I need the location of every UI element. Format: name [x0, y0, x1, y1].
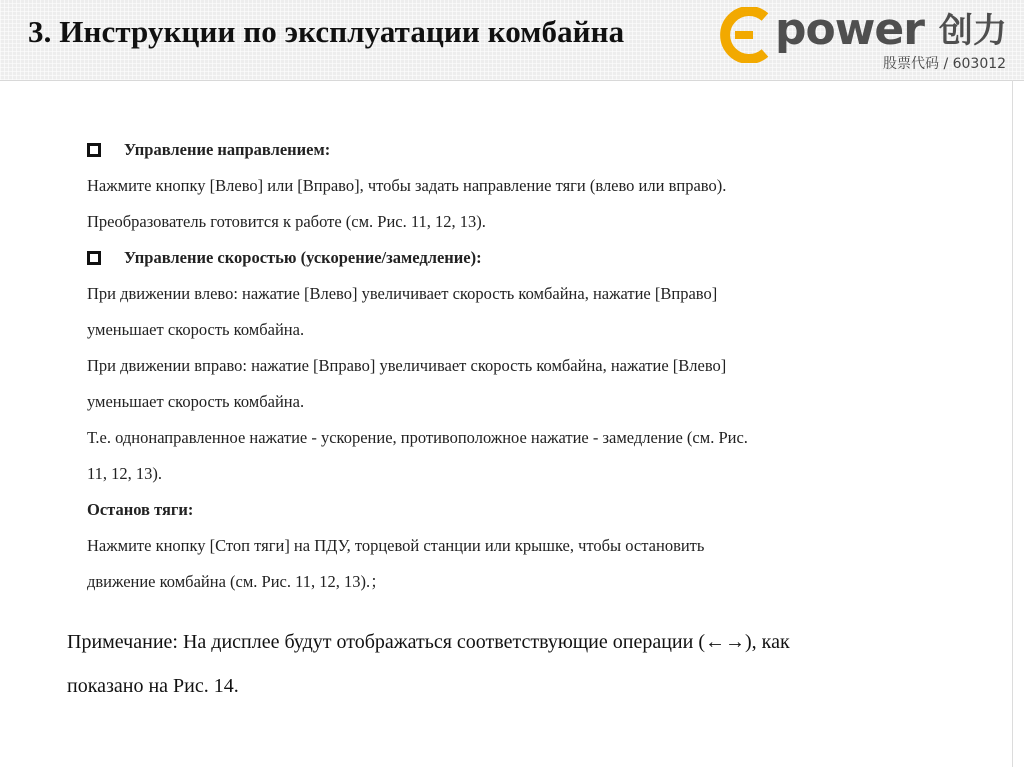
heading-text: Управление скоростью (ускорение/замедление):	[124, 248, 482, 267]
page-title: 3. Инструкции по эксплуатации комбайна	[28, 14, 625, 49]
text-line: Нажмите кнопку [Влево] или [Вправо], чтобы задать направление тяги (влево или вправо).	[87, 176, 727, 195]
text-line: Т.е. однонаправленное нажатие - ускорение, противоположное нажатие - замедление (см. Рис.	[87, 428, 748, 447]
section-heading-speed	[87, 240, 907, 276]
note-block	[67, 620, 947, 708]
checkbox-bullet-icon	[87, 143, 101, 157]
text-line: При движении вправо: нажатие [Вправо] увеличивает скорость комбайна, нажатие [Влево]	[87, 356, 727, 375]
text-line: движение комбайна (см. Рис. 11, 12, 13).；	[87, 572, 387, 591]
logo-wordmark: power	[775, 4, 924, 55]
note-line: показано на Рис. 14.	[67, 675, 239, 697]
right-divider	[1012, 80, 1013, 767]
logo-chinese-name: 创力	[939, 11, 1007, 51]
company-logo	[707, 4, 1017, 76]
stock-code: 股票代码 / 603012	[883, 56, 1007, 72]
text-line: 11, 12, 13).	[87, 464, 163, 483]
header-bar	[0, 0, 1024, 81]
instruction-content	[87, 132, 907, 600]
text-line: уменьшает скорость комбайна.	[87, 320, 305, 339]
logo-c-icon	[713, 7, 775, 63]
note-line: Примечание: На дисплее будут отображаться соответствующие операции (←→), как	[67, 631, 790, 653]
heading-text: Управление направлением:	[124, 140, 331, 159]
text-line: При движении влево: нажатие [Влево] увеличивает скорость комбайна, нажатие [Вправо]	[87, 284, 718, 303]
section-heading-stop: Останов тяги:	[87, 500, 194, 519]
text-line: Нажмите кнопку [Стоп тяги] на ПДУ, торцевой станции или крышке, чтобы остановить	[87, 536, 705, 555]
text-line: Преобразователь готовится к работе (см. Рис. 11, 12, 13).	[87, 212, 486, 231]
checkbox-bullet-icon	[87, 251, 101, 265]
section-heading-direction	[87, 132, 907, 168]
text-line: уменьшает скорость комбайна.	[87, 392, 305, 411]
